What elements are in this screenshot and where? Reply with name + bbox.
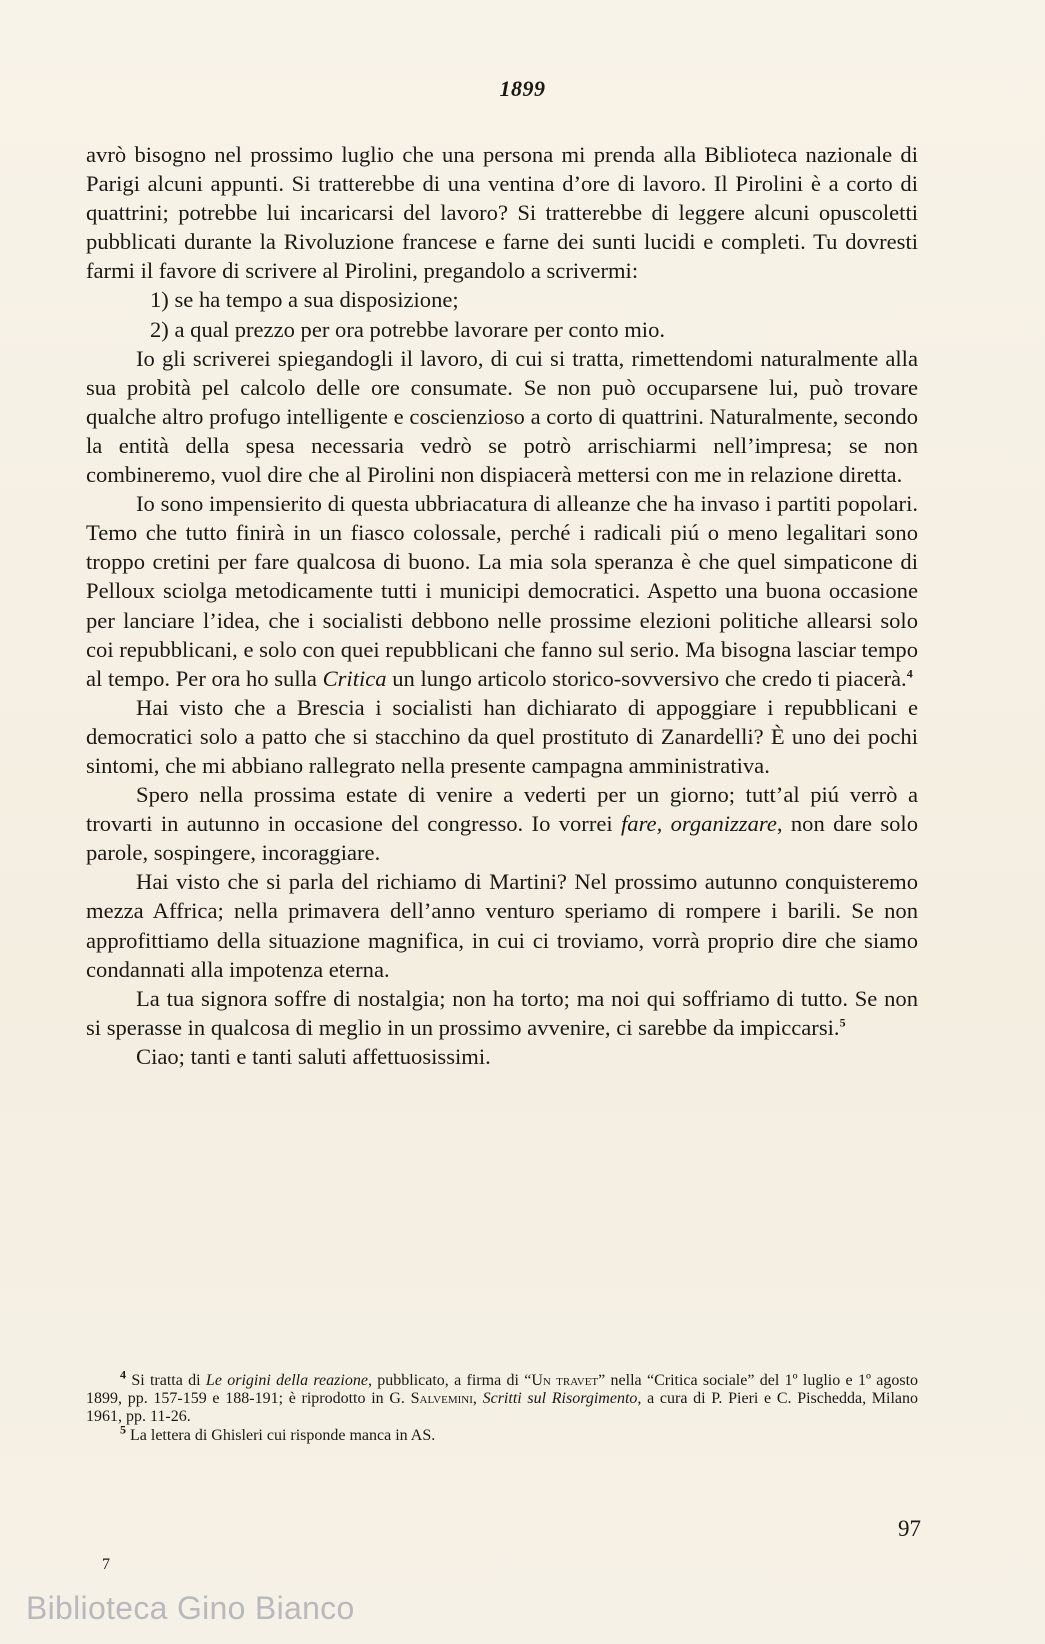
letter-body [86, 140, 918, 1071]
footnote-4 [86, 1367, 919, 1427]
footnote-text: , a cura di P. Pieri e C. Pischedda, Milano 1961, pp. 11-26. [86, 1390, 919, 1426]
paragraph-text: Spero nella prossima estate di venire a vederti per un giorno; tutt’al piú verrò a trovarti in autunno in occasione del congresso. Io vorrei [86, 782, 918, 837]
paragraph-text: , non dare solo parole, sospingere, incoraggiare. [86, 811, 919, 866]
paragraph: Hai visto che a Brescia i socialisti han dichiarato di appoggiare i repubblicani e democratici solo a patto che si stacchino da quel prostituto di Zanardelli? È uno dei pochi sintomi, che mi abbiano rallegrato nella presente campagna amministrativa. [86, 694, 918, 778]
author-name: Salvemini [410, 1390, 473, 1408]
footnote-text: Si tratta di [126, 1372, 206, 1389]
footnotes [86, 1367, 919, 1445]
footnote-5 [86, 1422, 918, 1445]
running-head: 1899 [499, 76, 546, 101]
footnote-text: , [472, 1390, 483, 1408]
paragraph: Io gli scriverei spiegandogli il lavoro, di cui si tratta, rimettendomi naturalmente alla sua probità pel calcolo delle ore consumate. Se non può occuparsene lui, può trovare qualche altro profugo intelligente e coscienzioso a corto di quattrini. Naturalmente, secondo la entità della spesa necessaria vedrò se potrò arrischiarmi nell’impresa; se non combineremo, vuol dire che al Pirolini non dispiacerà mettersi con me in relazione diretta. [86, 345, 918, 488]
footnote-text: La lettera di Ghisleri cui risponde manca in AS. [126, 1426, 436, 1444]
pseudonym: Un travet [531, 1372, 599, 1389]
signature-mark: 7 [102, 1556, 110, 1573]
list-item: 2) a qual prezzo per ora potrebbe lavorare per conto mio. [150, 316, 666, 342]
library-watermark: Biblioteca Gino Bianco [26, 1590, 355, 1626]
paragraph-text: un lungo articolo storico-sovversivo che credo ti piacerà. [386, 665, 907, 691]
paragraph: avrò bisogno nel prossimo luglio che una persona mi prenda alla Biblioteca nazionale di Parigi alcuni appunti. Si tratterebbe di una ventina d’ore di lavoro. Il Pirolini è a corto di quattrini; potrebbe lui incaricarsi del lavoro? Si tratterebbe di leggere alcuni opuscoletti pubblicati durante la Rivoluzione francese e farne dei sunti lucidi e completi. Tu dovresti farmi il favore di scrivere al Pirolini, pregandolo a scrivermi: [86, 142, 918, 284]
emphasis-fare: fare [621, 811, 657, 837]
footnote-text: ” nella “Critica sociale” del 1º luglio e 1º agosto 1899, pp. 157-159 e 188-191; è riprodotto in G. [86, 1372, 919, 1408]
footnote-ref[interactable]: 5 [839, 1015, 846, 1030]
paragraph [86, 984, 918, 1042]
footnote-ref[interactable]: 4 [906, 666, 913, 681]
paragraph [86, 780, 918, 867]
paragraph-text: Io sono impensierito di questa ubbriacatura di alleanze che ha invaso i partiti popolari. Temo che tutto finirà in un fiasco colossale, perché i radicali piú o meno legalitari sono troppo cretini per fare qualcosa di buono. La mia sola speranza è che quel simpaticone di Pelloux sciolga metodicamente tutti i municipi democratici. Aspetto una buona occasione per lanciare l’idea, che i socialisti debbono nelle prossime elezioni politiche allearsi solo coi repubblicani, e solo con quei repubblicani che fanno sul serio. Ma bisogna lasciar tempo al tempo. Per ora ho sulla [86, 491, 918, 691]
list-item: 1) se ha tempo a sua disposizione; [150, 287, 459, 313]
closing-line: Ciao; tanti e tanti saluti affettuosissimi. [136, 1043, 491, 1069]
page-number: 97 [898, 1516, 921, 1541]
paragraph: Hai visto che si parla del richiamo di Martini? Nel prossimo autunno conquisteremo mezza Affrica; nella primavera dell’anno venturo speriamo di rompere i barili. Se non approfittiamo della situazione magnifica, in cui ci troviamo, vorrà proprio dire che siamo condannati alla impotenza eterna. [86, 869, 918, 982]
footnote-text: , pubblicato, a firma di “ [367, 1372, 532, 1389]
footnote-title: Le origini della reazione [205, 1372, 368, 1389]
paragraph [86, 489, 918, 693]
footnote-mark: 5 [120, 1422, 126, 1437]
comma: , [656, 811, 671, 837]
paragraph-text: La tua signora soffre di nostalgia; non ha torto; ma noi qui soffriamo di tutto. Se non si sperasse in qualcosa di meglio in un prossimo avvenire, ci sarebbe da impiccarsi. [86, 985, 918, 1040]
footnote-mark: 4 [120, 1367, 126, 1382]
emphasis-organizzare: organizzare [670, 811, 777, 837]
journal-title-critica: Critica [322, 665, 387, 691]
footnote-title: Scritti sul Risorgimento [482, 1390, 638, 1408]
